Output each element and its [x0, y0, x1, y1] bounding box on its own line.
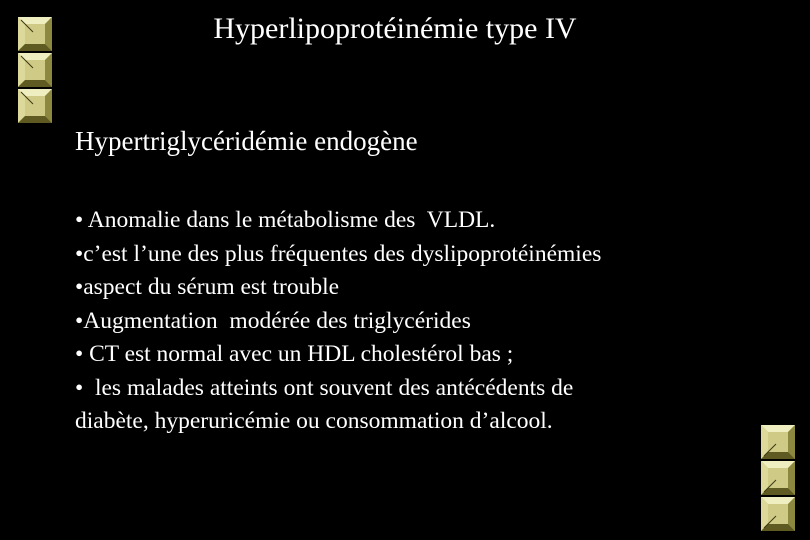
slide-title: Hyperlipoprotéinémie type IV: [213, 12, 577, 45]
bullet-line: •c’est l’une des plus fréquentes des dyslipoprotéinémies: [75, 240, 602, 267]
beveled-square-icon: [760, 424, 796, 460]
bullet-line: •aspect du sérum est trouble: [75, 274, 340, 300]
beveled-square-icon: [760, 496, 796, 532]
decoration-tiles-bottom-right: [760, 424, 796, 532]
bullet-line: • les malades atteints ont souvent des antécédents de: [75, 374, 574, 401]
slide-subtitle: Hypertriglycéridémie endogène: [75, 126, 418, 156]
bullet-line: • CT est normal avec un HDL cholestérol bas ;: [75, 341, 514, 367]
beveled-square-icon: [17, 52, 53, 88]
bullet-line: • Anomalie dans le métabolisme des VLDL.: [75, 207, 496, 233]
beveled-square-icon: [760, 460, 796, 496]
beveled-square-icon: [17, 88, 53, 124]
bullet-list: [75, 204, 775, 439]
bullet-line-continuation: diabète, hyperuricémie ou consommation d’alcool.: [75, 408, 553, 434]
bullet-line: •Augmentation modérée des triglycérides: [75, 307, 471, 334]
